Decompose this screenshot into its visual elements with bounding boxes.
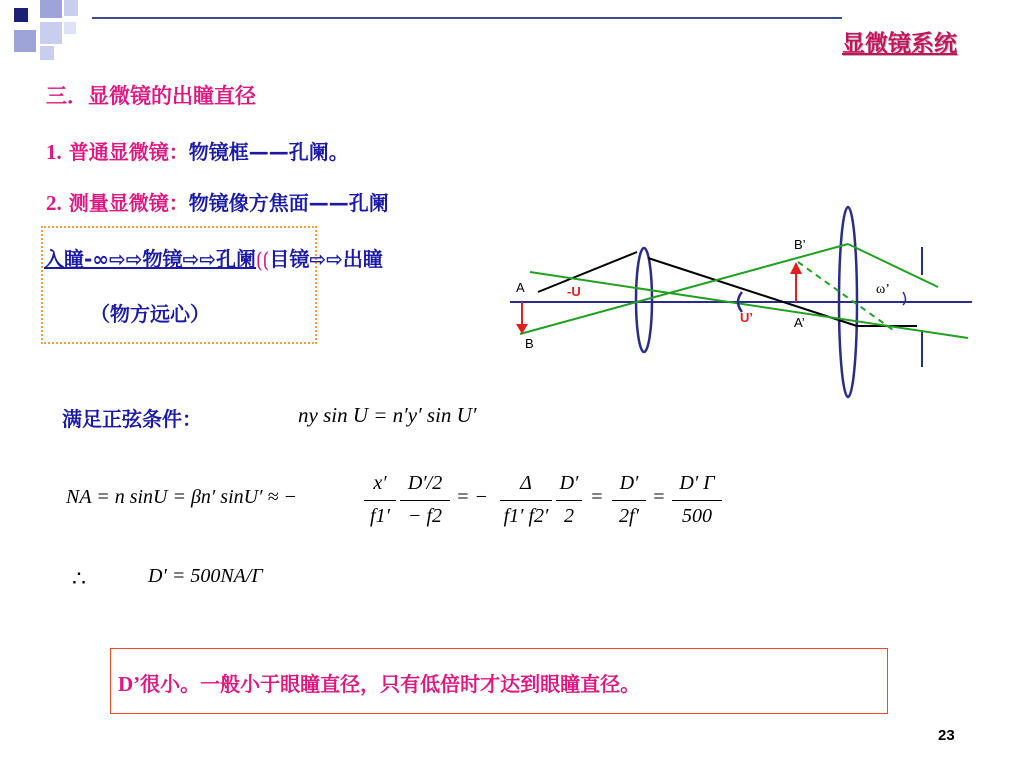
frac2-den: − f2: [407, 505, 443, 527]
label-a: A: [516, 280, 525, 295]
frac5-num: D′: [619, 472, 639, 494]
item-2-text: 物镜像方焦面——孔阑: [188, 191, 389, 215]
frac3-num: Δ: [520, 472, 532, 494]
item-2-number: 2.: [46, 191, 62, 215]
frac4-den: 2: [564, 505, 574, 527]
chain-eyepiece: 目镜: [269, 247, 310, 271]
note-body: 很小。一般小于眼瞳直径，只有低倍时才达到眼瞳直径。: [140, 672, 641, 696]
na-eq2: = −: [456, 486, 488, 508]
chain-entrance-pupil: 入瞳-∞: [44, 247, 109, 271]
item-2: [46, 187, 389, 216]
page-number: 23: [938, 727, 955, 744]
label-b: B: [525, 336, 534, 351]
na-lhs: NA = n sinU = βn′ sinU′ ≈ −: [66, 486, 297, 508]
chain-exit-pupil: 出瞳: [342, 247, 383, 271]
item-1-label: 普通显微镜：: [68, 140, 189, 164]
frac5-den: 2f′: [619, 505, 639, 527]
pupil-chain: [44, 243, 383, 272]
therefore-symbol: ∴: [72, 566, 86, 591]
chain-arrows-1: ⇨⇨: [108, 247, 143, 271]
sine-condition-label: 满足正弦条件：: [62, 407, 202, 431]
ray-green-3: [848, 244, 938, 287]
chain-arrows-3: ⇨⇨: [309, 247, 343, 271]
na-eq3: =: [590, 486, 604, 508]
frac3-den: f1′ f2′: [503, 505, 549, 527]
optical-diagram: [500, 200, 980, 410]
label-u-prime: U’: [740, 310, 753, 325]
item-1-text: 物镜框——孔阑。: [188, 140, 349, 164]
chain-arrows-2: ⇨⇨: [182, 247, 216, 271]
item-2-label: 测量显微镜：: [68, 191, 189, 215]
frac6-den: 500: [682, 505, 712, 527]
frac1-den: f1′: [370, 505, 390, 527]
sine-equation: ny sin U = n′y′ sin U′: [298, 403, 477, 427]
section-heading: 三．显微镜的出瞳直径: [46, 84, 256, 108]
frac6-num: D′ Γ: [679, 472, 715, 494]
telecentric-note: （物方远心）: [90, 302, 210, 326]
note-text: [118, 668, 640, 697]
slide-title: 显微镜系统: [842, 30, 957, 57]
note-prefix: D’: [118, 672, 141, 696]
ray-green-1: [530, 272, 968, 338]
item-1-number: 1.: [46, 140, 62, 164]
item-1: [46, 136, 349, 165]
chain-stop: 孔阑: [216, 247, 256, 271]
chain-objective: 物镜: [142, 247, 183, 271]
label-a-prime: A’: [794, 315, 805, 330]
title-underline: [92, 17, 842, 19]
frac2-num: D′/2: [407, 472, 443, 494]
label-omega: ω’: [876, 282, 890, 297]
frac4-num: D′: [559, 472, 579, 494]
label-b-prime: B’: [794, 237, 806, 252]
label-minus-u: -U: [567, 284, 581, 299]
therefore-equation: D′ = 500NA/Γ: [148, 565, 263, 587]
frac1-num: x′: [373, 472, 387, 494]
na-eq4: =: [652, 486, 666, 508]
chain-paren: ⟮⟮: [256, 247, 270, 271]
angle-omega-arc: [903, 292, 906, 305]
